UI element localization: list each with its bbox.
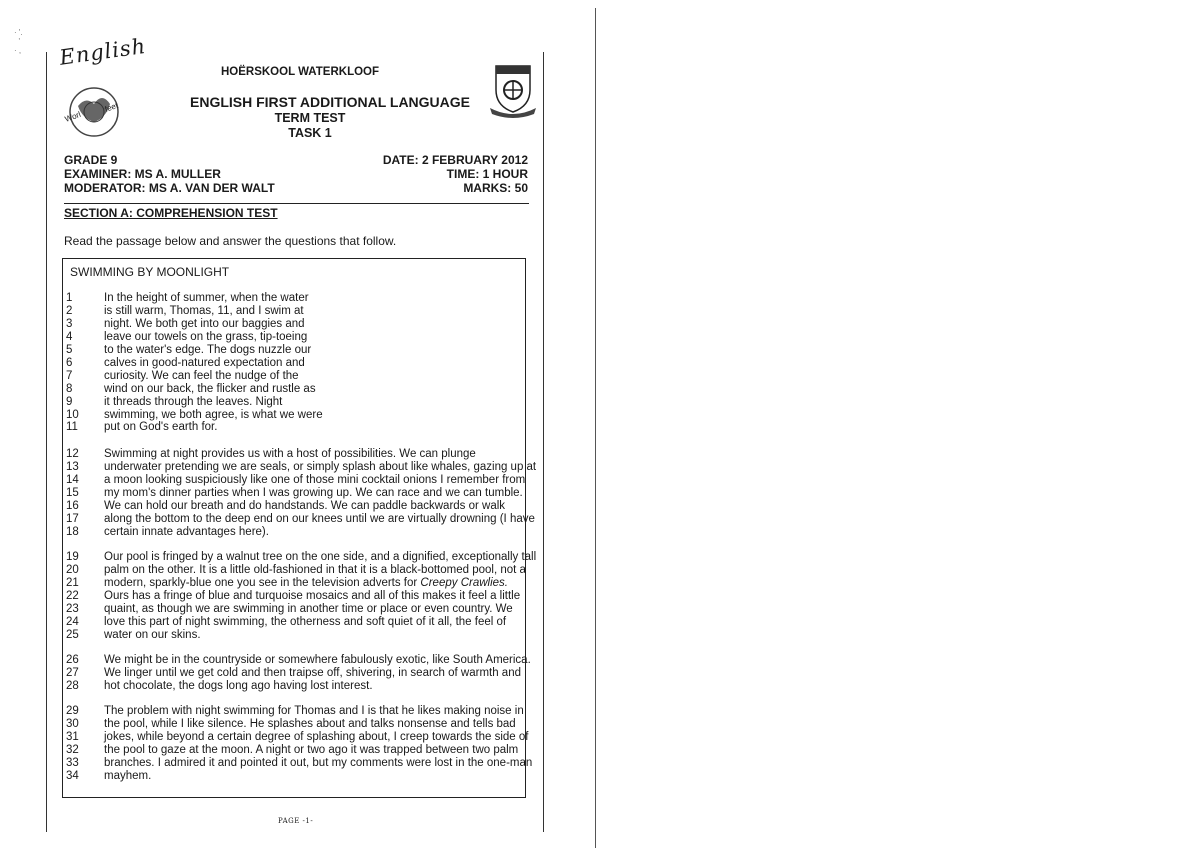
passage-line — [66, 551, 536, 563]
line-number: 25 — [66, 629, 79, 641]
line-text: In the height of summer, when the water — [104, 292, 309, 304]
passage-line — [66, 461, 536, 473]
passage-line — [66, 344, 311, 356]
line-text: palm on the other. It is a little old-fashioned in that it is a black-bottomed pool, not a — [104, 564, 526, 576]
line-number: 15 — [66, 487, 79, 499]
left-margin-line — [46, 52, 47, 832]
passage-line — [66, 396, 282, 408]
grade: GRADE 9 — [64, 153, 118, 167]
svg-text:feet: feet — [103, 100, 120, 114]
passage-line — [66, 577, 508, 589]
line-text: put on God's earth for. — [104, 421, 218, 433]
line-text: the pool to gaze at the moon. A night or two ago it was trapped between two palm — [104, 744, 519, 756]
exam-meta-right — [330, 153, 528, 195]
line-number: 11 — [66, 421, 78, 433]
passage-line — [66, 292, 309, 304]
line-number: 30 — [66, 718, 79, 730]
line-text: modern, sparkly-blue one you see in the television adverts for Creepy Crawlies. — [104, 577, 508, 589]
line-number: 34 — [66, 770, 79, 782]
line-text: love this part of night swimming, the otherness and soft quiet of it all, the feel of — [104, 616, 507, 628]
english-logo: English — [58, 33, 148, 70]
passage-line — [66, 654, 531, 666]
line-text: branches. I admired it and pointed it out, but my comments were lost in the one-man — [104, 757, 533, 769]
line-number: 16 — [66, 500, 79, 512]
passage-line — [66, 718, 516, 730]
passage-line — [66, 757, 532, 769]
line-number: 5 — [66, 344, 73, 356]
line-text: mayhem. — [104, 770, 152, 782]
line-text: my mom's dinner parties when I was growing up. We can race and we can tumble. — [104, 487, 523, 499]
passage-line — [66, 383, 316, 395]
line-number: 17 — [66, 513, 79, 525]
header-divider — [64, 203, 529, 204]
passage-line — [66, 590, 520, 602]
passage-line — [66, 616, 506, 628]
passage-line — [66, 770, 151, 782]
passage-line — [66, 357, 305, 369]
passage-line — [66, 409, 323, 421]
line-number: 12 — [66, 448, 79, 460]
line-text: jokes, while beyond a certain degree of splashing about, I creep towards the side of — [104, 731, 529, 743]
line-text: night. We both get into our baggies and — [104, 318, 305, 330]
passage-line — [66, 705, 524, 717]
passage-line — [66, 513, 535, 525]
school-name: HOËRSKOOL WATERKLOOF — [220, 66, 380, 78]
line-text: swimming, we both agree, is what we were — [104, 409, 323, 421]
passage-line — [66, 744, 518, 756]
line-number: 28 — [66, 680, 79, 692]
scan-marks: · '. ' · , — [14, 28, 23, 55]
line-text: wind on our back, the flicker and rustle as — [104, 383, 316, 395]
right-margin-line — [543, 52, 544, 832]
section-title: SECTION A: COMPREHENSION TEST — [64, 206, 278, 220]
passage-title: SWIMMING BY MOONLIGHT — [70, 265, 230, 279]
passage-line — [66, 448, 476, 460]
line-number: 8 — [66, 383, 73, 395]
line-text: it threads through the leaves. Night — [104, 396, 283, 408]
line-text: water on our skins. — [104, 629, 201, 641]
line-text: We linger until we get cold and then traipse off, shivering, in search of warmth and — [104, 667, 521, 679]
passage-line — [66, 370, 299, 382]
line-number: 33 — [66, 757, 79, 769]
line-number: 21 — [66, 577, 79, 589]
line-text: a moon looking suspiciously like one of those mini cocktail onions I remember from — [104, 474, 526, 486]
passage-line — [66, 305, 304, 317]
line-number: 13 — [66, 461, 79, 473]
line-text: curiosity. We can feel the nudge of the — [104, 370, 299, 382]
subject-title: ENGLISH FIRST ADDITIONAL LANGUAGE — [190, 94, 470, 110]
line-number: 6 — [66, 357, 73, 369]
task-title: TASK 1 — [288, 126, 332, 140]
line-number: 2 — [66, 305, 73, 317]
line-number: 7 — [66, 370, 73, 382]
line-text: Swimming at night provides us with a host of possibilities. We can plunge — [104, 448, 476, 460]
line-text: The problem with night swimming for Thomas and I is that he likes making noise in — [104, 705, 524, 717]
instruction: Read the passage below and answer the questions that follow. — [64, 234, 397, 248]
line-number: 14 — [66, 474, 79, 486]
line-number: 22 — [66, 590, 79, 602]
line-text: We can hold our breath and do handstands. We can paddle backwards or walk — [104, 500, 506, 512]
line-number: 23 — [66, 603, 79, 615]
passage-line — [66, 667, 521, 679]
line-text: quaint, as though we are swimming in another time or place or even country. We — [104, 603, 513, 615]
line-text: to the water's edge. The dogs nuzzle our — [104, 344, 312, 356]
term-title: TERM TEST — [274, 111, 346, 125]
svg-text:Worl: Worl — [63, 109, 82, 124]
passage-line — [66, 526, 269, 538]
line-text: underwater pretending we are seals, or simply splash about like whales, gazing up at — [104, 461, 537, 473]
exam-date: DATE: 2 FEBRUARY 2012 — [382, 153, 528, 167]
exam-time: TIME: 1 HOUR — [446, 167, 528, 181]
line-number: 29 — [66, 705, 79, 717]
line-number: 18 — [66, 526, 79, 538]
passage-line — [66, 487, 523, 499]
line-text: Ours has a fringe of blue and turquoise mosaics and all of this makes it feel a little — [104, 590, 521, 602]
line-number: 31 — [66, 731, 79, 743]
line-number: 24 — [66, 616, 79, 628]
page-footer: PAGE -1- — [278, 817, 314, 825]
line-text: the pool, while I like silence. He splashes about and talks nonsense and tells bad — [104, 718, 516, 730]
passage-line — [66, 421, 217, 433]
passage-line — [66, 331, 307, 343]
passage-line — [66, 680, 373, 692]
line-text: Our pool is fringed by a walnut tree on the one side, and a dignified, exceptionally tall — [104, 551, 537, 563]
passage-line — [66, 629, 201, 641]
passage-line — [66, 603, 513, 615]
line-number: 9 — [66, 396, 73, 408]
line-number: 27 — [66, 667, 79, 679]
line-number: 1 — [66, 292, 73, 304]
passage-line — [66, 474, 525, 486]
line-number: 26 — [66, 654, 79, 666]
line-number: 10 — [66, 409, 79, 421]
line-text: hot chocolate, the dogs long ago having lost interest. — [104, 680, 373, 692]
line-text: certain innate advantages here). — [104, 526, 269, 538]
exam-marks: MARKS: 50 — [463, 181, 528, 195]
moderator: MODERATOR: MS A. VAN DER WALT — [64, 181, 275, 195]
examiner: EXAMINER: MS A. MULLER — [64, 167, 221, 181]
line-text: is still warm, Thomas, 11, and I swim at — [104, 305, 304, 317]
exam-meta-left — [64, 153, 275, 195]
line-text: leave our towels on the grass, tip-toeing — [104, 331, 308, 343]
passage-line — [66, 564, 526, 576]
line-text: We might be in the countryside or somewhere fabulously exotic, like South America. — [104, 654, 531, 666]
line-number: 20 — [66, 564, 79, 576]
line-number: 32 — [66, 744, 79, 756]
line-text: along the bottom to the deep end on our knees until we are virtually drowning (I have — [104, 513, 535, 525]
line-number: 3 — [66, 318, 73, 330]
passage-line — [66, 731, 528, 743]
passage-line — [66, 500, 505, 512]
line-number: 4 — [66, 331, 73, 343]
passage-line — [66, 318, 305, 330]
line-number: 19 — [66, 551, 79, 563]
line-text: calves in good-natured expectation and — [104, 357, 305, 369]
